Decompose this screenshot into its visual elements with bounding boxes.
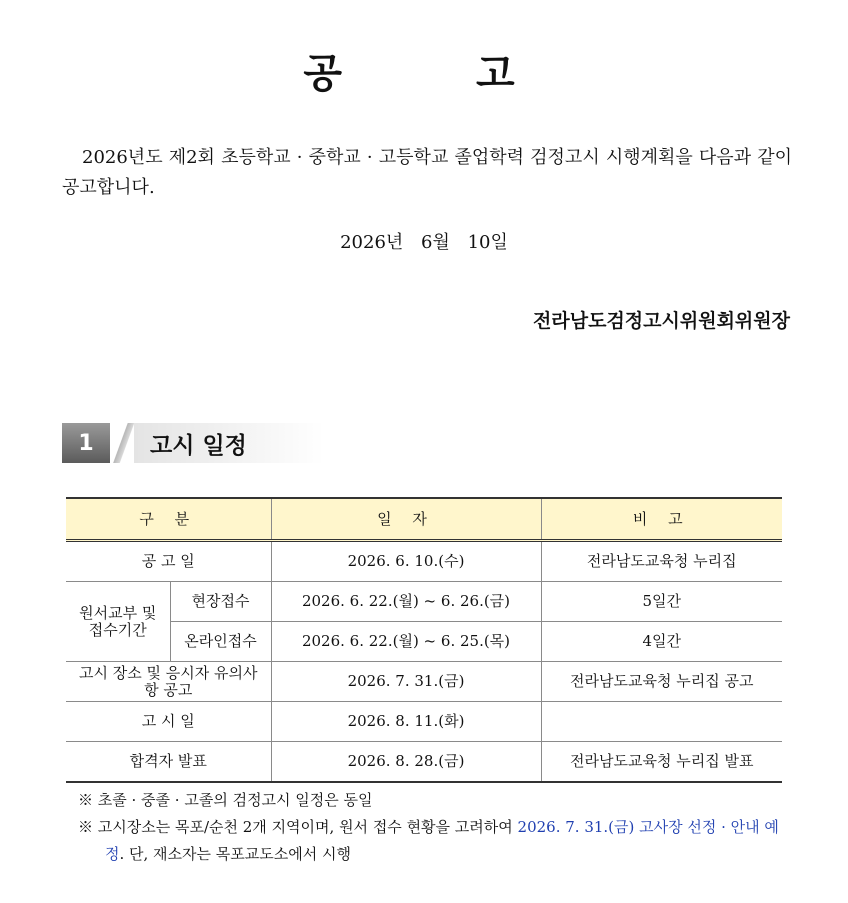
schedule-table (66, 497, 782, 783)
row-group-label: 원서교부 및 접수기간 (66, 582, 170, 662)
row-label: 현장접수 (170, 582, 271, 622)
page-title: 공 고 (303, 51, 575, 97)
section-number: 1 (62, 423, 110, 463)
section-title: 고시 일정 (150, 433, 247, 459)
row-note: 전라남도교육청 누리집 공고 (541, 662, 782, 702)
row-label: 공 고 일 (66, 541, 271, 582)
table-row (66, 622, 782, 662)
note-location-text: ※ 고시장소는 목포/순천 2개 지역이며, 원서 접수 현황을 고려하여 (78, 818, 518, 836)
row-date: 2026. 8. 11.(화) (271, 702, 541, 742)
table-header-row (66, 498, 782, 541)
table-row (66, 662, 782, 702)
header-note: 비 고 (541, 498, 782, 541)
row-note: 전라남도교육청 누리집 (541, 541, 782, 582)
row-note: 4일간 (541, 622, 782, 662)
row-label: 합격자 발표 (66, 742, 271, 783)
notice-date: 2026년 6월 10일 (340, 232, 508, 253)
note-exam-location (78, 814, 788, 868)
section-slant-decoration (112, 423, 134, 463)
row-label: 고시 장소 및 응시자 유의사항 공고 (66, 662, 271, 702)
header-date: 일 자 (271, 498, 541, 541)
row-date: 2026. 6. 10.(수) (271, 541, 541, 582)
note-schedule-same: ※ 초졸 · 중졸 · 고졸의 검정고시 일정은 동일 (78, 791, 373, 809)
row-note (541, 702, 782, 742)
note-location-suffix: . 단, 재소자는 목포교도소에서 시행 (119, 845, 351, 863)
table-row (66, 582, 782, 622)
row-date: 2026. 6. 22.(월) ~ 6. 25.(목) (271, 622, 541, 662)
row-label: 고 시 일 (66, 702, 271, 742)
note-location-highlight: 2026. 7. 31.(금) 고사장 선정 · 안내 예정 (105, 818, 779, 863)
notes (78, 787, 788, 868)
row-date: 2026. 6. 22.(월) ~ 6. 26.(금) (271, 582, 541, 622)
header-category: 구 분 (66, 498, 271, 541)
row-label: 온라인접수 (170, 622, 271, 662)
intro-paragraph: 2026년도 제2회 초등학교 · 중학교 · 고등학교 졸업학력 검정고시 시행계획을 다음과 같이 공고합니다. (62, 147, 792, 198)
table-row (66, 702, 782, 742)
row-note: 전라남도교육청 누리집 발표 (541, 742, 782, 783)
table-row (66, 541, 782, 582)
section-header (62, 423, 322, 463)
row-date: 2026. 7. 31.(금) (271, 662, 541, 702)
row-date: 2026. 8. 28.(금) (271, 742, 541, 783)
issuer-name: 전라남도검정고시위원회위원장 (533, 310, 790, 332)
table-row (66, 742, 782, 783)
row-note: 5일간 (541, 582, 782, 622)
